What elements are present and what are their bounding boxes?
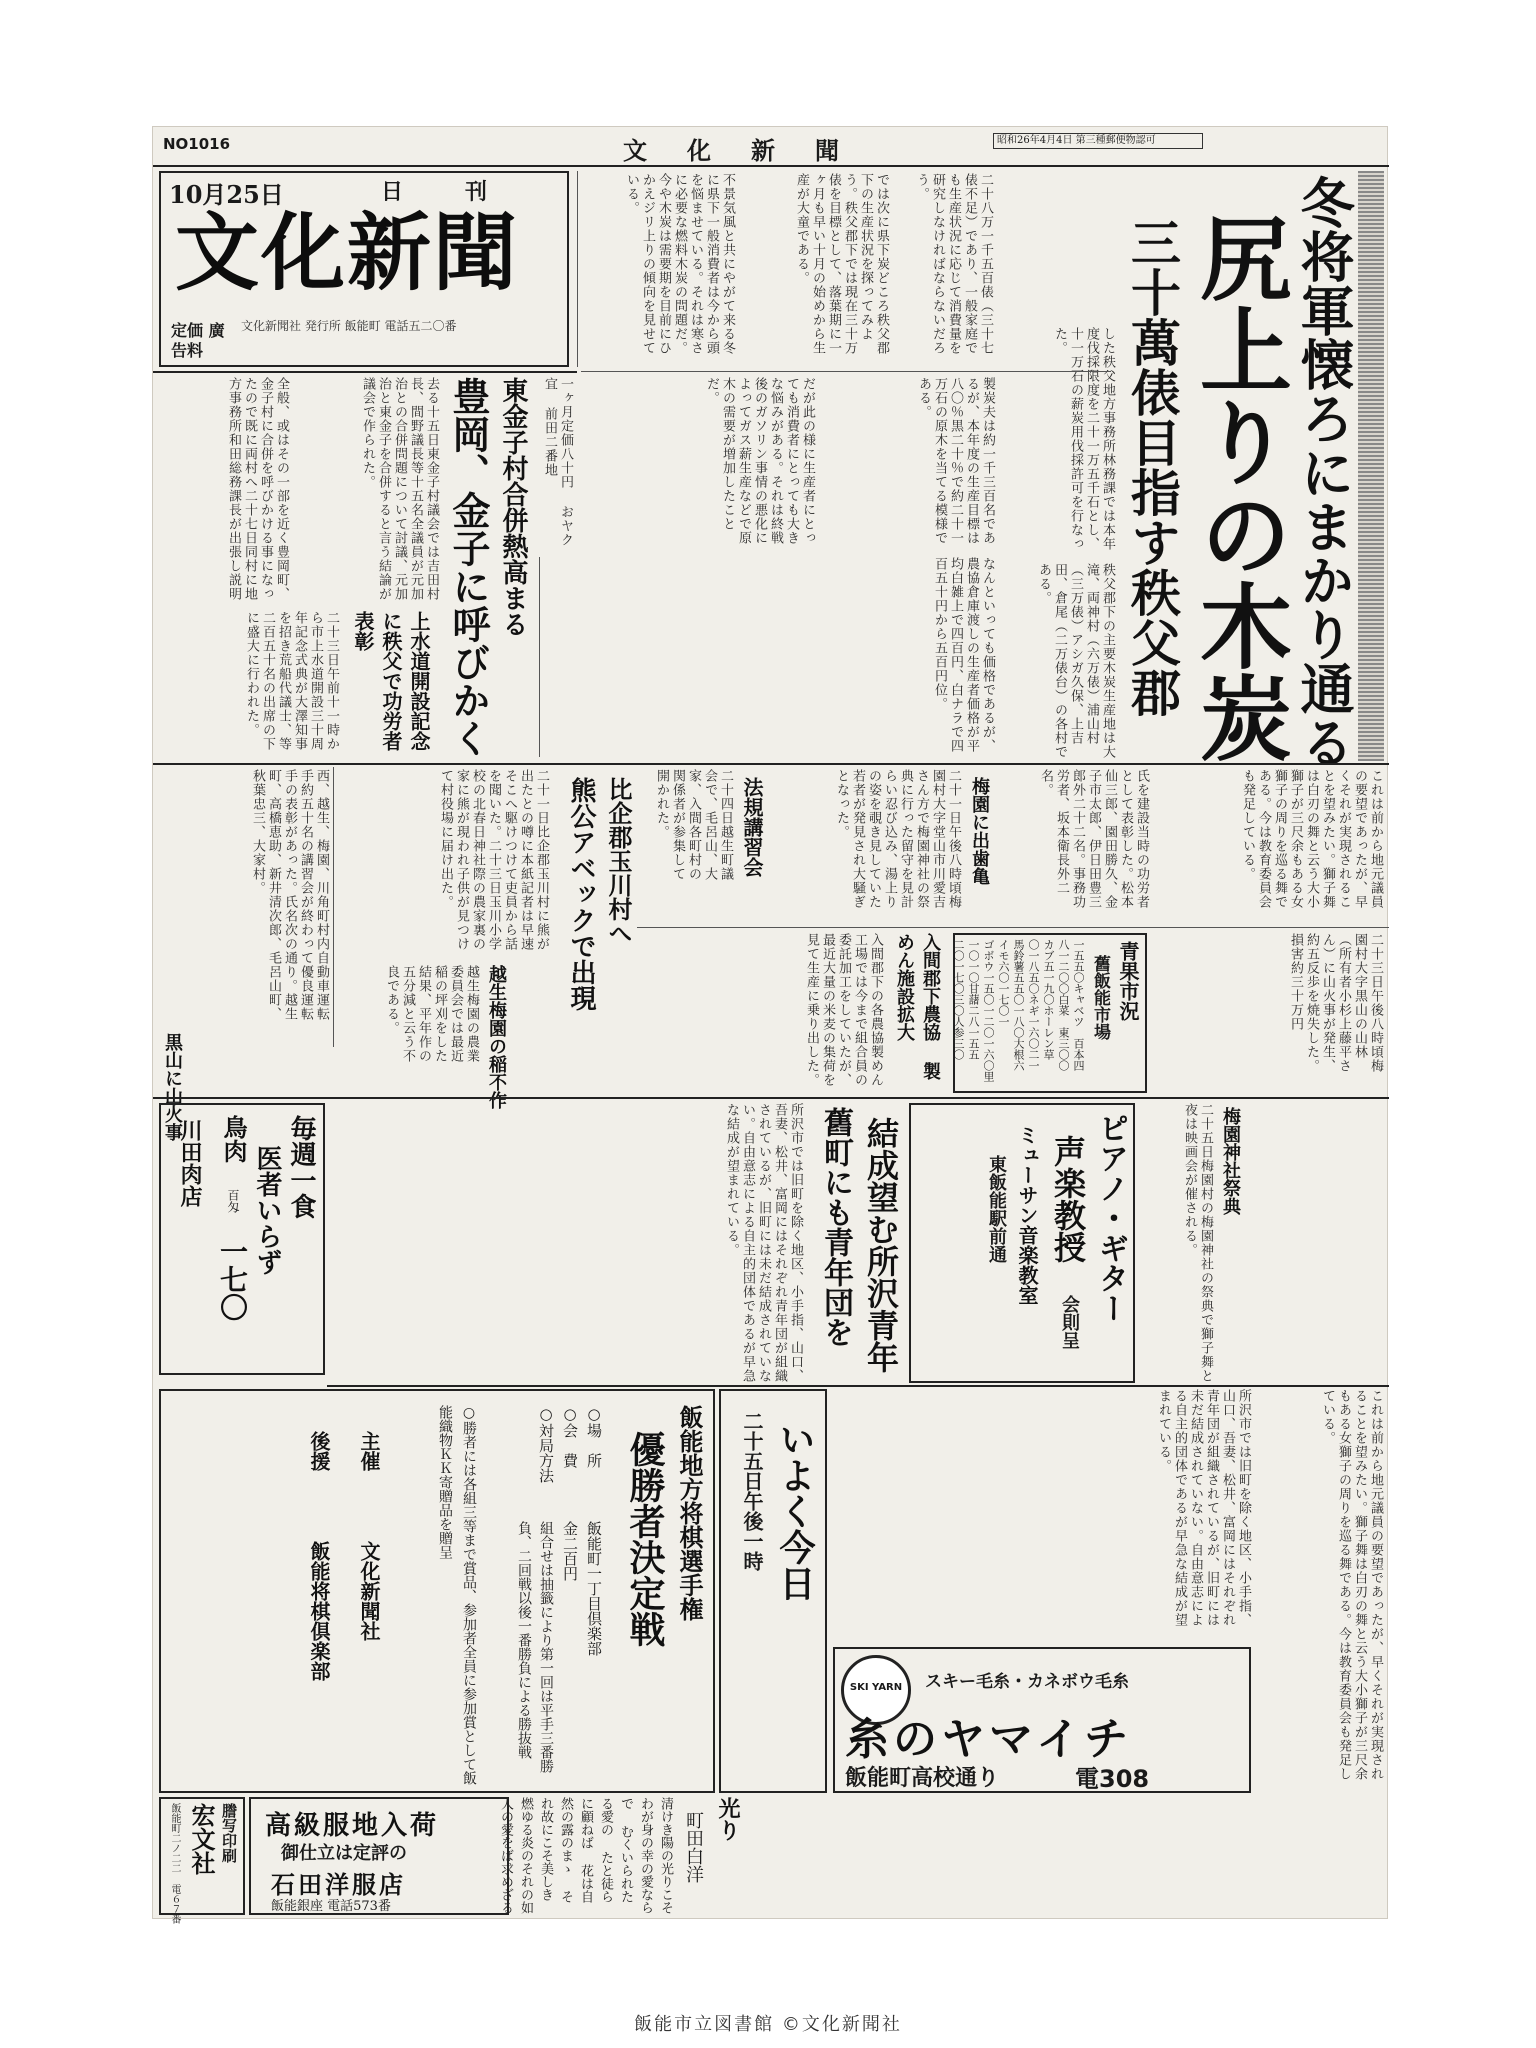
- fire-headline: 黒山に山火事: [162, 1033, 183, 1141]
- youth-body: 所沢市では旧町を除く地区、小手指、山口、吾妻、松井、富岡にはそれぞれ青年団が組織されているが、旧町には未だ結成されていない。自由意志による自主的団体であるが早急な結成が望まれている。: [724, 1103, 803, 1383]
- shishimai-continued: これは前から地元議員の要望であったが、早くそれが実現されることを望みたい。獅子舞は白刃の舞と云う大小獅子が三尺余もある女獅子の周りを巡る舞である。今は教育委員会も発足している。: [1320, 1389, 1383, 1781]
- paper-name-header: 文 化 新 聞: [623, 136, 847, 165]
- shogi-fee-label: ○会 費: [561, 1405, 579, 1468]
- shogi-organizer: 文化新聞社: [357, 1541, 381, 1641]
- masthead-daily: 日 刊: [381, 179, 494, 205]
- waterworks-body: 二十三日午前十一時から市上水道開設三十周年記念式典が大澤知事を招き荒船代議士、等二百五十名の出席の下に盛大に行われた。: [244, 611, 339, 751]
- masthead-title: 文化新聞: [175, 203, 520, 302]
- tailor-headline: 高級服地入荷: [265, 1811, 440, 1841]
- lead-body-8: だが此の様に生産者にとっても消費者にとっても大きな悩みがある。それは終戦後のガソリン事情の悪化によってガス薪生産などで原木の需要が増加したことだ。: [704, 377, 815, 545]
- market-row: 一五五〇キャベツ 百本四: [1072, 939, 1085, 1071]
- library-credit: 飯能市立図書館 ©文化新聞社: [634, 2014, 902, 2035]
- postal-license: 昭和26年4月4日 第三種郵便物認可: [993, 133, 1203, 149]
- market-row: 八一二〇〇白菜 東三〇〇: [1057, 939, 1070, 1071]
- tailor-address: 飯能銀座 電話573番: [271, 1899, 391, 1914]
- tailor-shop: 石田洋服店: [271, 1870, 406, 1899]
- outing-body: 西、越生、梅園、川角町村内自動車運転手約五十名の講習会が終わって優良運転手の表彰があった。氏名次の通り。越生町、高橋恵助、新井清次郎、毛呂山町、秋葉忠三、大家村。: [250, 769, 329, 1021]
- market-row: カブ五一九〇ホーレン草: [1042, 939, 1055, 1060]
- issue-number: NO1016: [163, 135, 231, 153]
- yamaichi-address: 飯能町高校通り: [845, 1766, 1000, 1791]
- rice-headline: 越生梅園の稲不作: [486, 965, 507, 1109]
- fire-body: 二十三日午後八時頃梅園村大字黒山の山林（所有者小杉上藤平さん）に山火事が発生、約五反歩を焼失した。損害約三十万円: [1288, 933, 1383, 1073]
- rice-body: 越生梅園の農業委員会では最近稲の坪刈をした結果、平年作の五分減と云う不良である。: [384, 965, 479, 1063]
- hiki-kicker: 比企郡玉川村へ: [604, 777, 633, 945]
- meat-ad: [159, 1103, 325, 1375]
- youth-kicker: 舊町にも青年団を: [818, 1107, 853, 1347]
- today-time: 二十五日午後一時: [740, 1411, 764, 1571]
- printer-address: 飯能町二ノ二二 電６７番: [169, 1803, 180, 1924]
- piano-ad: [909, 1103, 1135, 1383]
- masthead: [159, 171, 569, 367]
- lead-headline: 尻上りの木炭: [1185, 211, 1293, 763]
- youth-headline: 結成望む所沢青年: [862, 1117, 900, 1373]
- hiki-headline: 熊公アベックで出現: [566, 777, 596, 1011]
- toyooka-kicker: 東金子村合併熱高まる: [498, 377, 528, 637]
- shogi-method: 組合せは抽籤により第一回は平手三番勝負、二回戦以後一番勝負による勝抜戦: [516, 1521, 554, 1773]
- market-title: 青果市況: [1116, 941, 1140, 1021]
- yamaichi-shop: 糸のヤマイチ: [845, 1714, 1133, 1765]
- yarn-logo-text: SKI YARN: [849, 1682, 903, 1693]
- yamaichi-phone: 電308: [1075, 1765, 1150, 1793]
- publisher-info: 文化新聞社 発行所 飯能町 電話五二〇番: [241, 319, 457, 333]
- shogi-place: 飯能町一丁目倶楽部: [585, 1521, 603, 1656]
- market-box: [953, 933, 1147, 1093]
- printer-ad: [159, 1797, 245, 1924]
- market-rows: [951, 939, 1085, 1089]
- toyooka-body-2: 全般、或はその一部を近く豊岡町、金子村に合併を呼びかける事になったので既に両村へ二十七日同村に地方事務所和田総務課長が出張し説明: [226, 377, 289, 601]
- poem-author: 町田白洋: [683, 1811, 704, 1883]
- meat-slogan-2: 医者いらず: [252, 1145, 282, 1275]
- piano-note: 会則呈: [1059, 1295, 1080, 1349]
- shogi-sponsor-label: 後援: [307, 1431, 331, 1471]
- law-lecture-body: 二十四日越生町議会で、毛呂山、大家、入間各町村の関係者が参集して開かれた。: [654, 769, 733, 881]
- umezono-headline: 梅園に出歯亀: [969, 777, 990, 885]
- shogi-ad: [159, 1389, 715, 1793]
- poem-text: 清けき陽の光りこそ わが身の幸の愛ならで むくいられたる愛の たと徒らに顧ねば 花は自然の露のまゝ それ故にこそ美しき 燃ゆる炎のそれの如 人の愛をば求めざる: [498, 1797, 673, 1914]
- market-subtitle: 舊飯能市場: [1090, 955, 1110, 1040]
- lead-body-5: 製炭夫は約一千三百名であるが、本年度の生産目標は八〇％黒二十％で約二十一万石の原木を当てる模様である。: [916, 377, 995, 545]
- lead-body-2: 秩父郡下の主要木炭生産地は大滝、両神村（六万俵）浦山村（三万俵）アシガ久保、上吉田、倉尾（二万俵台）の各村である。: [1036, 563, 1115, 759]
- shogi-subtitle: 優勝者決定戦: [624, 1431, 666, 1647]
- shogi-title: 飯能地方将棋選手権: [675, 1405, 704, 1621]
- waterworks-headline: 上水道開設記念に秩父で功労者表彰: [351, 611, 431, 751]
- meat-price: 一七〇: [216, 1237, 249, 1321]
- market-row: ゴボウ一五〇一二〇一六〇里: [982, 939, 995, 1082]
- meat-unit: 百匁: [226, 1189, 240, 1213]
- shogi-fee: 金二百円: [561, 1521, 579, 1581]
- lead-body-7: 二十八万一千五百俵（三十七俵不足）であり、一般家庭でも生産状況に応じて消費量を研究しなければならないだろう。: [914, 173, 993, 355]
- meat-slogan: 毎週一食: [286, 1115, 316, 1219]
- yamaichi-ad: [833, 1647, 1251, 1793]
- shogi-place-label: ○場 所: [585, 1405, 603, 1468]
- shogi-organizer-label: 主催: [357, 1431, 381, 1471]
- today-title: いよく今日: [774, 1421, 816, 1601]
- lead-body-4: では次に県下炭どころ秩父郡下の生産状況を探ってみよう。秩父郡下では現在三十万俵を目標として、落葉期に一ヶ月も早い十月の始めから生産が大童である。: [794, 173, 889, 355]
- poem-title: 光り: [715, 1797, 741, 1841]
- masthead-date: 10月25日: [169, 180, 284, 209]
- toyooka-headline: 豊岡、金子に呼びかく: [446, 377, 491, 757]
- meat-item: 鳥肉: [219, 1115, 248, 1163]
- festival-headline: 梅園神社祭典: [1220, 1107, 1241, 1215]
- piano-title: ピアノ・ギター: [1093, 1113, 1128, 1323]
- law-lecture-headline: 法規講習会: [740, 777, 764, 877]
- piano-subtitle: 声楽教授: [1049, 1135, 1087, 1263]
- piano-school: ミューサン音楽教室: [1015, 1125, 1039, 1305]
- lead-kicker: 冬将軍懐ろにまかり通る: [1292, 175, 1356, 769]
- umezono-body: 二十一日午後八時頃梅園村大字堂山市川愛吉さん方で梅園神社の祭典に行った留守を見計らい忍び込み、湯上りの姿を覗き見していた若者が発見され大騒ぎとなった。: [834, 769, 961, 909]
- tailor-note: 御仕立は定評の: [281, 1843, 407, 1864]
- market-row: イモ六〇一七〇一: [997, 939, 1010, 1027]
- lead-subhead: 三十萬俵目指す秩父郡: [1123, 217, 1182, 717]
- shogi-sponsor: 飯能将棋倶楽部: [307, 1541, 331, 1681]
- price-label: 定価 廣告料: [171, 321, 225, 360]
- honors-body: 氏を建設当時の功労者として表彰した。松本仙三郎、園田勝久、金子市太郎、伊日田豊三郎外二十二名。事務功労者、坂本衛長外二名。: [1038, 769, 1149, 909]
- youth-continued: 所沢市では旧町を除く地区、小手指、山口、吾妻、松井、富岡にはそれぞれ青年団が組織されているが、旧町には未だ結成されていない。自由意志による自主的団体であるが早急な結成が望まれている。: [1156, 1389, 1251, 1627]
- yamaichi-brand-line: スキー毛糸・カネボウ毛糸: [925, 1672, 1129, 1692]
- today-ad: [719, 1389, 827, 1793]
- newspaper-page: [152, 126, 1388, 1924]
- notice-column: 一ヶ月定価八十円 おヤク宜 前田二番地: [542, 377, 573, 547]
- lead-body-6: なんといっても価格であるが、農協倉庫渡しの生産者価格が平均白雑上で四百円、白ナラで四百五十円から五百円位。: [932, 557, 995, 753]
- lead-body-1: 不景気風と共にやがて来る冬に県下一般消費者は今から頭を悩ませている。それは寒さに必要な燃料木炭の問題だ。今や木炭は需要期を目前にひかえジリ上りの傾向を見せている。: [624, 173, 735, 355]
- market-row: 〇一八五〇ネギ一六〇二一: [1027, 939, 1040, 1071]
- shogi-method-label: ○対局方法: [537, 1405, 555, 1483]
- shogi-prize: ○勝者には各組三等まで賞品、参加者全員に参加賞として飯能織物ＫＫ寄贈品を贈呈: [437, 1405, 477, 1785]
- tailor-ad: [249, 1797, 509, 1915]
- market-row: 馬鈴薯五五〇一八〇大根六: [1012, 939, 1025, 1071]
- lead-body-3: した秩父地方事務所林務課では本年度伐採限度を二十一万五千石とし、十一万石の薪炭用伐採許可を行なった。: [1052, 327, 1115, 551]
- meat-shop: 川田肉店: [177, 1119, 203, 1207]
- toyooka-body-1: 去る十五日東金子村議会では吉田村長、間野議長等十五名全議員が元加治との合併問題について討議、元加治と東金子を合併すると言う結論が議会で作られた。: [360, 377, 439, 601]
- piano-address: 東飯能駅前通: [986, 1155, 1007, 1263]
- market-row: 二〇一七〇三〇人参三〇: [952, 939, 965, 1060]
- printer-label: 謄写印刷: [220, 1803, 238, 1863]
- printer-shop: 宏文社: [187, 1803, 216, 1875]
- iruma-body: 入間郡下の各農協製めん工場では今まで組合員の委託加工をしていたが、最近大量の米麦の集荷を見て生産に乗り出した。: [804, 933, 883, 1087]
- iruma-headline: 入間郡下農協 製めん施設拡大: [894, 933, 941, 1080]
- market-row: 一〇一〇甘藷二八一五五: [967, 939, 980, 1060]
- festival-body: 二十五日梅園村の梅園神社の祭典で獅子舞と夜は映画会が催される。: [1182, 1103, 1213, 1383]
- hiki-body: 二十一日比企郡玉川村に熊が出たとの噂に本紙記者は早速そこへ駆けつけて吏員から話を聞いた。二十三日玉川小学校の北春日神社際の農家裏の家に熊が現われ子供が見つけて村役場に届け出た。: [438, 769, 549, 951]
- shishimai-body: これは前から地元議員の要望であったが、早くそれが実現されることを望みたい。獅子舞は白刃の舞と云う大小獅子が三尺余もある女獅子の周りを巡る舞である。今は教育委員会も発足している。: [1240, 769, 1383, 909]
